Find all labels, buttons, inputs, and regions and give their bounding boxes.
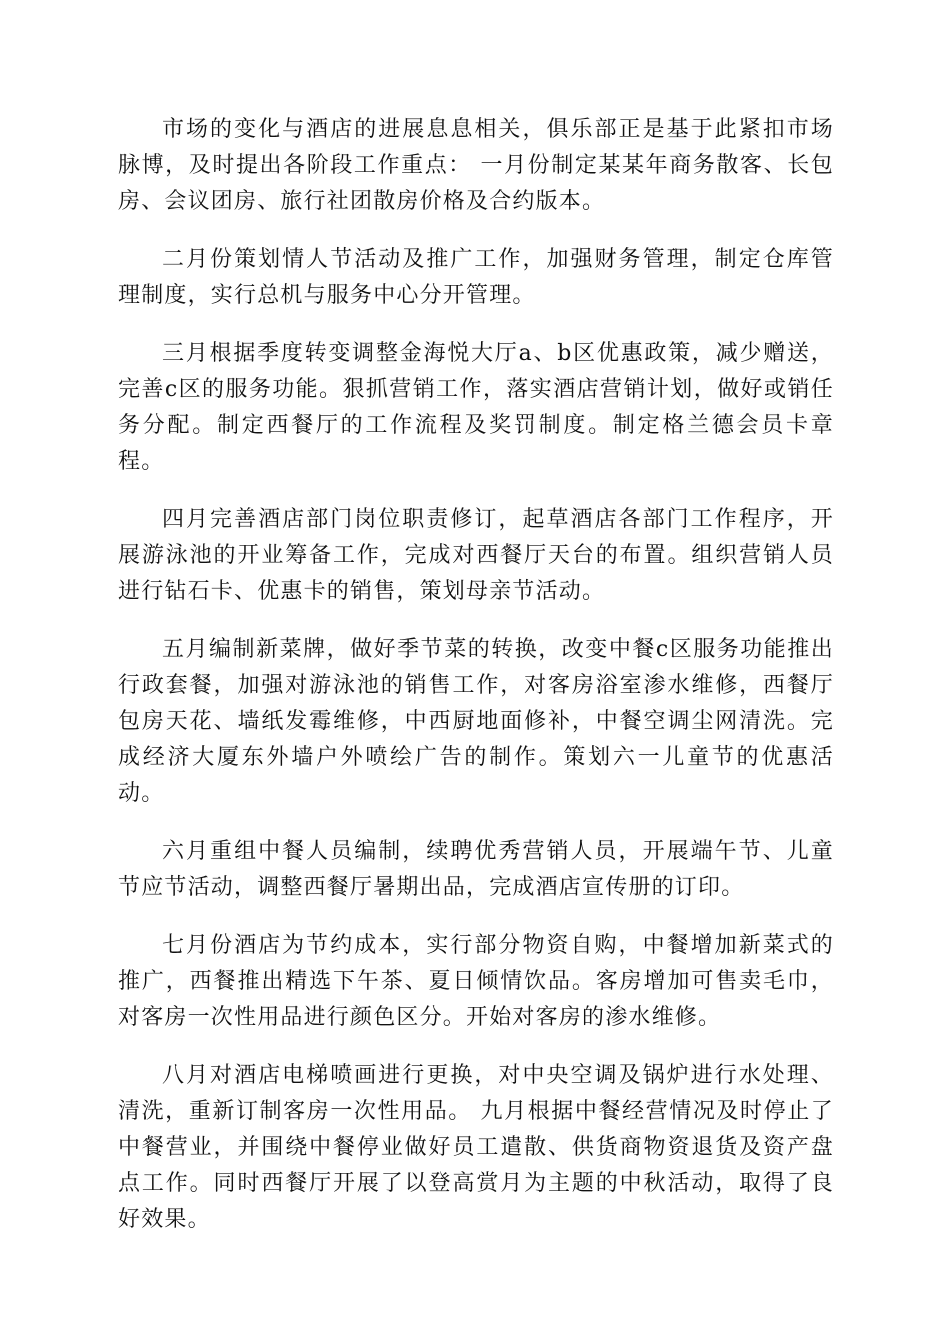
paragraph-july: 七月份酒店为节约成本，实行部分物资自购，中餐增加新菜式的推广，西餐推出精选下午茶、夏日倾情饮品。客房增加可售卖毛巾，对客房一次性用品进行颜色区分。开始对客房的渗水维修。 — [118, 933, 834, 1030]
paragraph-august-september: 八月对酒店电梯喷画进行更换，对中央空调及锅炉进行水处理、清洗，重新订制客房一次性用品。 九月根据中餐经营情况及时停止了中餐营业，并围绕中餐停业做好员工遣散、供货商物资退货及资产盘点工作。同时西餐厅开展了以登高赏月为主题的中秋活动，取得了良好效果。 — [118, 1063, 834, 1232]
paragraph-may: 五月编制新菜牌，做好季节菜的转换，改变中餐c区服务功能推出行政套餐，加强对游泳池的销售工作，对客房浴室渗水维修，西餐厅包房天花、墙纸发霉维修，中西厨地面修补，中餐空调尘网清洗。完成经济大厦东外墙户外喷绘广告的制作。策划六一儿童节的优惠活动。 — [118, 637, 834, 806]
paragraph-february: 二月份策划情人节活动及推广工作，加强财务管理，制定仓库管理制度，实行总机与服务中心分开管理。 — [118, 247, 834, 308]
paragraph-march: 三月根据季度转变调整金海悦大厅a、b区优惠政策，减少赠送，完善c区的服务功能。狠抓营销工作，落实酒店营销计划，做好或销任务分配。制定西餐厅的工作流程及奖罚制度。制定格兰德会员卡章程。 — [118, 341, 834, 474]
paragraph-january: 市场的变化与酒店的进展息息相关，俱乐部正是基于此紧扣市场脉博，及时提出各阶段工作重点： 一月份制定某某年商务散客、长包房、会议团房、旅行社团散房价格及合约版本。 — [118, 117, 834, 214]
paragraph-june: 六月重组中餐人员编制，续聘优秀营销人员，开展端午节、儿童节应节活动，调整西餐厅暑期出品，完成酒店宣传册的订印。 — [118, 839, 834, 900]
document-body — [118, 112, 834, 1260]
paragraph-april: 四月完善酒店部门岗位职责修订，起草酒店各部门工作程序，开展游泳池的开业筹备工作，完成对西餐厅天台的布置。组织营销人员进行钻石卡、优惠卡的销售，策划母亲节活动。 — [118, 507, 834, 604]
